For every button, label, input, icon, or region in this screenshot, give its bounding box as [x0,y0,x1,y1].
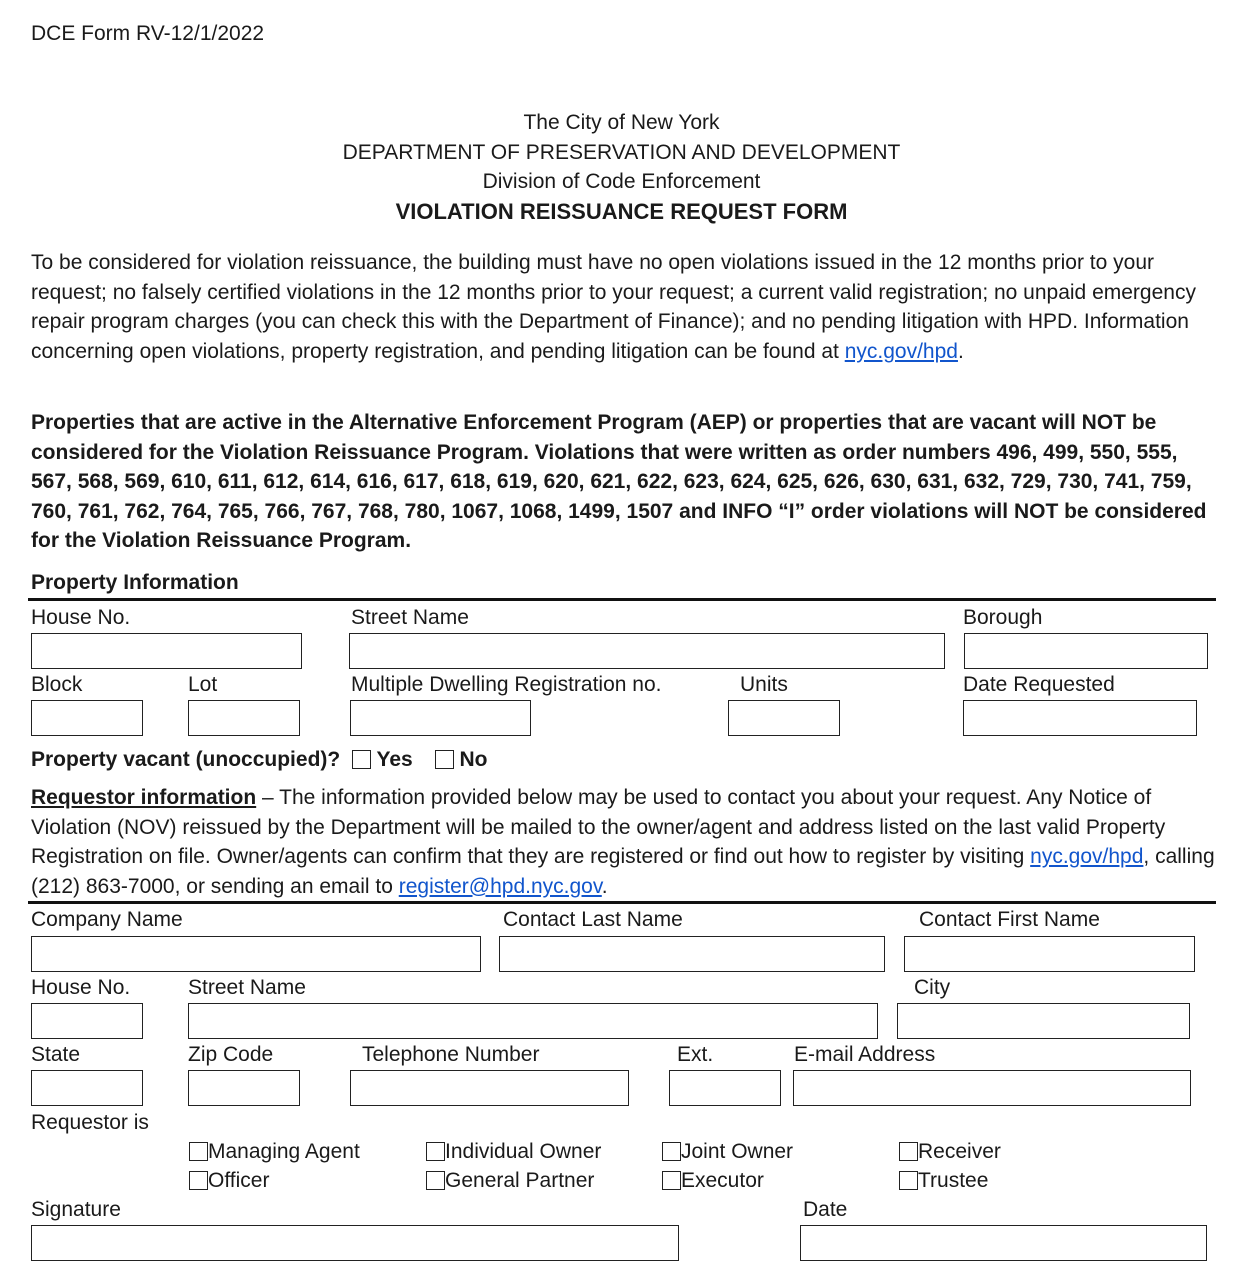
property-house-no-field[interactable] [31,633,302,669]
intro-end: . [957,339,964,363]
role-executor [662,1168,764,1194]
units-label: Units [740,673,788,696]
hpd-link[interactable]: nyc.gov/hpd [844,339,958,363]
form-id: DCE Form RV-12/1/2022 [31,22,265,45]
hpd-link-2[interactable]: nyc.gov/hpd [1030,845,1144,868]
vacant-no-label: No [459,748,488,771]
individual-owner-checkbox[interactable] [426,1142,445,1161]
vacant-question [31,747,487,773]
date-field[interactable] [800,1225,1207,1261]
property-street-name-field[interactable] [349,633,945,669]
lot-field[interactable] [188,700,300,736]
city-label: City [914,976,951,999]
joint-owner-checkbox[interactable] [662,1142,681,1161]
borough-field[interactable] [964,633,1208,669]
role-trustee [899,1168,988,1194]
zip-label: Zip Code [188,1043,274,1066]
register-email-link[interactable]: register@hpd.nyc.gov [398,874,602,898]
role-receiver [899,1139,1001,1165]
state-field[interactable] [31,1070,143,1106]
role-managing-agent [189,1139,360,1165]
form-title: VIOLATION REISSUANCE REQUEST FORM [395,199,848,224]
contact-last-field[interactable] [499,936,885,972]
requestor-section-title: Requestor information [31,786,257,809]
telephone-label: Telephone Number [362,1043,540,1066]
street-name-label: Street Name [351,606,469,629]
receiver-label: Receiver [918,1140,1001,1163]
vacant-no-checkbox[interactable] [435,750,454,769]
contact-last-label: Contact Last Name [503,908,683,931]
vacant-yes-label: Yes [376,748,413,771]
general-partner-checkbox[interactable] [426,1171,445,1190]
role-joint-owner [662,1139,793,1165]
units-field[interactable] [728,700,840,736]
officer-label: Officer [208,1169,270,1192]
company-name-field[interactable] [31,936,481,972]
receiver-checkbox[interactable] [899,1142,918,1161]
requestor-desc-1: – The information provided below may be used to contact you about your request. Any Notice of Violation (NOV) reissued by the Department will be mailed to the owner/agent and address listed on the last valid Property Registration on file. Owner/agents can confirm that they are registered or find out how to register by visiting [31,786,1166,868]
block-field[interactable] [31,700,143,736]
contact-first-field[interactable] [904,936,1195,972]
state-label: State [31,1043,81,1066]
req-street-name-field[interactable] [188,1003,878,1039]
joint-owner-label: Joint Owner [681,1140,794,1163]
zip-field[interactable] [188,1070,300,1106]
mdr-label: Multiple Dwelling Registration no. [351,673,662,696]
division-name: Division of Code Enforcement [482,170,761,193]
executor-checkbox[interactable] [662,1171,681,1190]
vacant-yes-checkbox[interactable] [352,750,371,769]
intro-paragraph [31,248,1221,366]
department-name: DEPARTMENT OF PRESERVATION AND DEVELOPMENT [342,141,901,164]
role-general-partner [426,1168,594,1194]
req-house-no-label: House No. [31,976,131,999]
req-street-name-label: Street Name [188,976,306,999]
req-house-no-field[interactable] [31,1003,143,1039]
role-individual-owner [426,1139,601,1165]
officer-checkbox[interactable] [189,1171,208,1190]
city-name: The City of New York [523,111,720,134]
lot-label: Lot [188,673,218,696]
property-section-title: Property Information [31,571,239,594]
house-no-label: House No. [31,606,131,629]
ext-field[interactable] [669,1070,781,1106]
signature-label: Signature [31,1198,121,1221]
date-label: Date [803,1198,848,1221]
requestor-desc-3: . [601,874,608,898]
executor-label: Executor [681,1169,764,1192]
trustee-checkbox[interactable] [899,1171,918,1190]
general-partner-label: General Partner [445,1169,595,1192]
requestor-paragraph [31,783,1221,901]
managing-agent-label: Managing Agent [208,1140,360,1163]
company-name-label: Company Name [31,908,183,931]
managing-agent-checkbox[interactable] [189,1142,208,1161]
city-field[interactable] [897,1003,1190,1039]
individual-owner-label: Individual Owner [445,1140,602,1163]
role-officer [189,1168,269,1194]
telephone-field[interactable] [350,1070,629,1106]
email-label: E-mail Address [794,1043,936,1066]
requestor-is-label: Requestor is [31,1111,149,1134]
date-requested-label: Date Requested [963,673,1115,696]
contact-first-label: Contact First Name [919,908,1100,931]
section-divider-2 [28,901,1216,904]
requestor-desc-2: , calling (212) 863-7000, or sending an email to [31,845,1215,898]
date-requested-field[interactable] [963,700,1197,736]
vacant-question-label: Property vacant (unoccupied)? [31,748,341,771]
signature-field[interactable] [31,1225,679,1261]
intro-text: To be considered for violation reissuance, the building must have no open violations issued in the 12 months prior to your request; no falsely certified violations in the 12 months prior to your request; a current valid registration; no unpaid emergency repair program charges (you can check this with the Department of Finance); and no pending litigation with HPD. Information concerning open violations, property registration, and pending litigation can be found at [31,251,1196,363]
eligibility-notice: Properties that are active in the Alternative Enforcement Program (AEP) or properties that are vacant will NOT be considered for the Violation Reissuance Program. Violations that were written as order numbers 496, 499, 550, 555, 567, 568, 569, 610, 611, 612, 614, 616, 617, 618, 619, 620, 621, 622, 623, 624, 625, 626, 630, 631, 632, 729, 730, 741, 759, 760, 761, 762, 764, 765, 766, 767, 768, 780, 1067, 1068, 1499, 1507 and INFO “I” order violations will NOT be considered for the Violation Reissuance Program. [31,411,1207,552]
mdr-field[interactable] [350,700,531,736]
borough-label: Borough [963,606,1043,629]
trustee-label: Trustee [918,1169,989,1192]
ext-label: Ext. [677,1043,714,1066]
block-label: Block [31,673,83,696]
email-field[interactable] [793,1070,1191,1106]
section-divider [28,598,1216,601]
